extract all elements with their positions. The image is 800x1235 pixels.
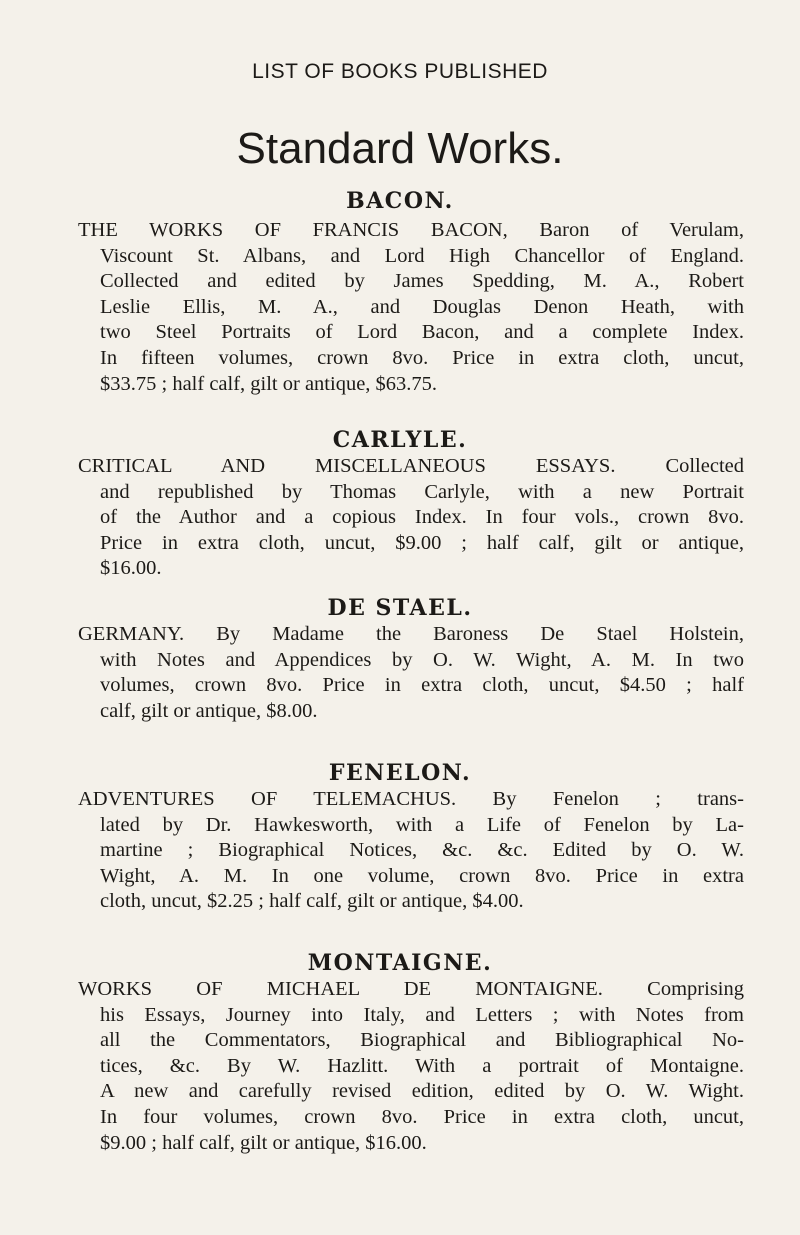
entry-line: In four volumes, crown 8vo. Price in extra cloth, uncut, [100,1105,744,1128]
entry-line: ADVENTURES OF TELEMACHUS. By Fenelon ; trans- [78,788,744,810]
entry-line: all the Commentators, Biographical and Bibliographical No- [100,1029,744,1052]
entry-line: his Essays, Journey into Italy, and Letters ; with Notes from [100,1003,744,1026]
page-title: Standard Works. [236,124,564,173]
section-heading-carlyle: CARLYLE. [332,427,468,453]
entry-line: lated by Dr. Hawkesworth, with a Life of Fenelon by La- [100,813,744,836]
entry-line: tices, &c. By W. Hazlitt. With a portrait of Montaigne. [100,1054,744,1077]
entry-line: GERMANY. By Madame the Baroness De Stael Holstein, [78,623,744,645]
entry-line: Leslie Ellis, M. A., and Douglas Denon Heath, with [100,295,744,318]
entry-line: Wight, A. M. In one volume, crown 8vo. Price in extra [100,864,744,887]
entry-line: A new and carefully revised edition, edited by O. W. Wight. [100,1080,744,1103]
section-heading-fenelon: FENELON. [328,760,472,786]
entry-carlyle [78,454,744,582]
entry-line: Price in extra cloth, uncut, $9.00 ; half calf, gilt or antique, [100,531,744,554]
entry-line: WORKS OF MICHAEL DE MONTAIGNE. Comprising [78,978,744,1000]
entry-line: and republished by Thomas Carlyle, with a new Portrait [100,480,744,503]
entry-line: CRITICAL AND MISCELLANEOUS ESSAYS. Collected [78,455,744,477]
entry-line: Viscount St. Albans, and Lord High Chancellor of England. [100,244,744,267]
entry-line: THE WORKS OF FRANCIS BACON, Baron of Verulam, [78,219,744,241]
entry-line: cloth, uncut, $2.25 ; half calf, gilt or antique, $4.00. [100,890,524,913]
entry-line: $33.75 ; half calf, gilt or antique, $63.75. [100,372,438,395]
section-heading-bacon: BACON. [346,188,454,214]
entry-line: $9.00 ; half calf, gilt or antique, $16.00. [100,1131,427,1154]
entry-line: calf, gilt or antique, $8.00. [100,699,318,722]
entry-line: two Steel Portraits of Lord Bacon, and a complete Index. [100,321,744,344]
entry-montaigne [78,977,744,1156]
section-heading-de-stael: DE STAEL. [327,595,473,621]
entry-line: Collected and edited by James Spedding, M. A., Robert [100,270,744,293]
section-heading-montaigne: MONTAIGNE. [307,950,493,976]
entry-line: martine ; Biographical Notices, &c. &c. Edited by O. W. [100,839,744,862]
entry-fenelon [78,787,744,915]
entry-line: volumes, crown 8vo. Price in extra cloth, uncut, $4.50 ; half [100,674,744,697]
entry-line: In fifteen volumes, crown 8vo. Price in extra cloth, uncut, [100,346,744,369]
entry-bacon [78,218,744,397]
running-head: LIST OF BOOKS PUBLISHED [252,60,548,83]
entry-line: of the Author and a copious Index. In four vols., crown 8vo. [100,506,744,529]
entry-de-stael [78,622,744,724]
entry-line: $16.00. [100,557,162,580]
entry-line: with Notes and Appendices by O. W. Wight, A. M. In two [100,648,744,671]
